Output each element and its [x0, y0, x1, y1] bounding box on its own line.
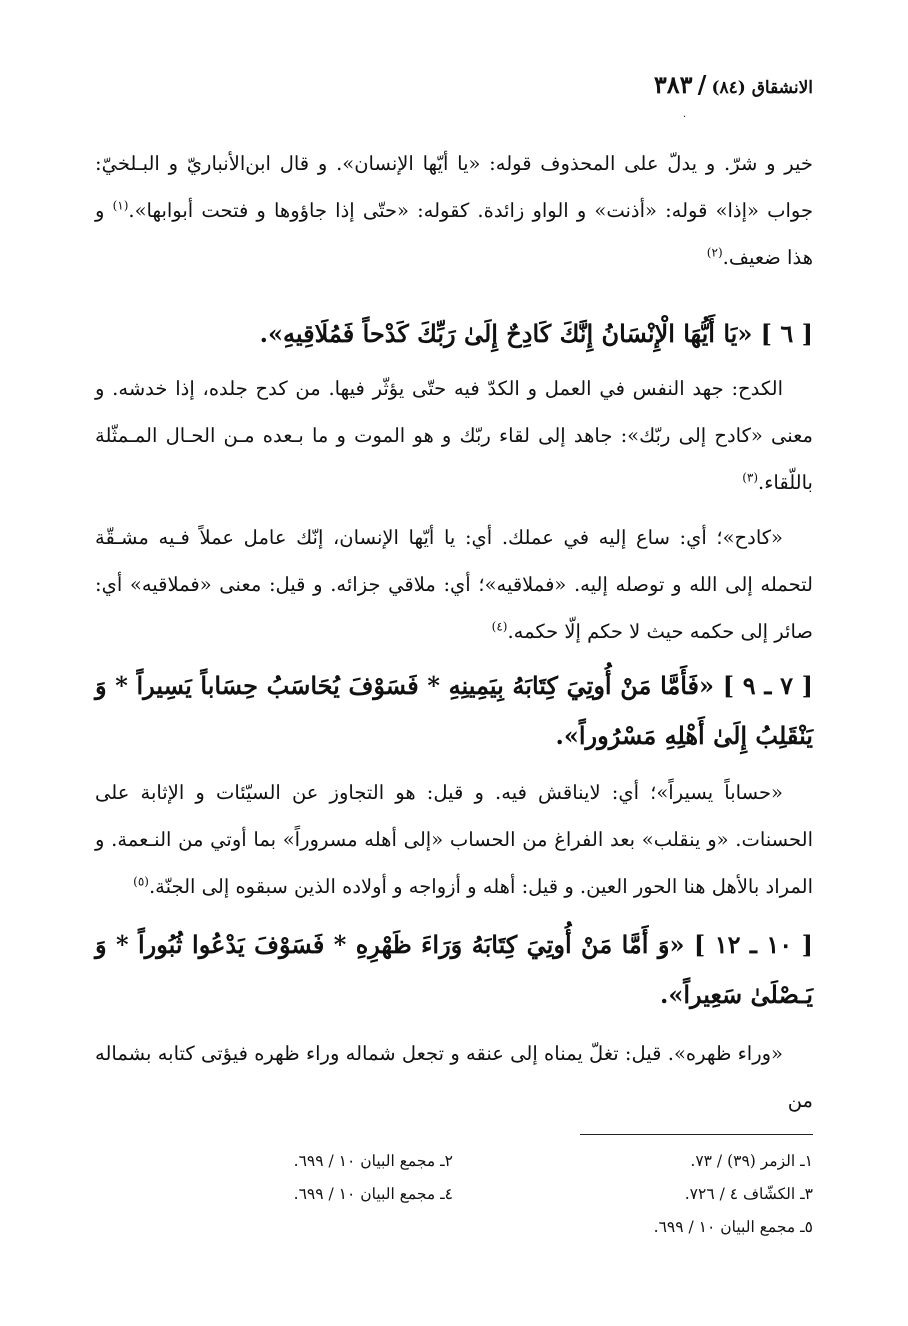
footnote-4: ٤ـ مجمع البيان ١٠ / ٦٩٩. — [293, 1185, 453, 1203]
footnote-row-2 — [95, 1185, 813, 1218]
footnote-1: ١ـ الزمر (٣٩) / ٧٣. — [690, 1152, 813, 1170]
verse-7-9-range: [ ٧ ـ ٩ ] — [722, 671, 813, 700]
footnote-ref-3: (٣) — [742, 470, 759, 485]
verse-7-9 — [95, 661, 813, 761]
paragraph-5 — [95, 1030, 813, 1112]
paragraph-3 — [95, 514, 813, 655]
paragraph-5-text: «وراء ظهره». قيل: تغلّ يمناه إلى عنقه و تجعل شماله وراء ظهره فيؤتى كتابه بشماله من — [95, 1042, 813, 1112]
footnote-ref-4: (٤) — [491, 619, 508, 634]
page-body — [95, 140, 813, 1112]
paragraph-1-text: خير و شرّ. و يدلّ على المحذوف قوله: «يا أيّها الإنسان». و قال ابن‌الأنباريّ و البـلخيّ: جواب «إذا» قوله: «أذنت» و الواو زائدة. كقوله: «حتّى إذا جاؤوها و فتحت أبوابها». — [95, 152, 813, 222]
footnote-5: ٥ـ مجمع البيان ١٠ / ٦٩٩. — [653, 1218, 813, 1236]
footnote-3: ٣ـ الكشّاف ٤ / ٧٢٦. — [684, 1185, 813, 1203]
header-dot: · — [682, 112, 686, 123]
footnote-row-1 — [95, 1152, 813, 1185]
footnote-divider — [580, 1134, 813, 1135]
footnote-ref-1: (١) — [112, 198, 129, 213]
verse-10-12-range: [ ١٠ ـ ١٢ ] — [693, 930, 813, 959]
paragraph-1 — [95, 140, 813, 281]
footnote-2: ٢ـ مجمع البيان ١٠ / ٦٩٩. — [293, 1152, 453, 1170]
paragraph-2-text: الكدح: جهد النفس في العمل و الكدّ فيه حتّى يؤثّر فيها. من كدح جلده، إذا خدشه. و معنى «كادح إلى ربّك»: جاهد إلى لقاء ربّك و هو الموت و ما بـعده مـن الحـال المـمثّلة باللّقاء. — [95, 377, 813, 494]
footnote-row-3 — [95, 1218, 813, 1251]
footnote-ref-5: (٥) — [133, 874, 149, 889]
paragraph-1-tail: و هذا ضعيف. — [95, 199, 813, 269]
paragraph-4-text: «حساباً يسيراً»؛ أي: لايناقش فيه. و قيل: هو التجاوز عن السيّئات و الإثابة على الحسنات. «و ينقلب» بعد الفراغ من الحساب «إلى أهله مسروراً» بما أوتي من النـعمة. و المراد بالأهل هنا الحور العين. و قيل: أهله و أزواجه و أولاده الذين سبقوه إلى الجنّة. — [95, 781, 813, 898]
header-page-number: ٣٨٣ — [653, 70, 693, 99]
paragraph-3-text: «كادح»؛ أي: ساع إليه في عملك. أي: يا أيّها الإنسان، إنّك عامل عملاً فـيه مشـقّة لتحمله إلى الله و توصله إليه. «فملاقيه»؛ أي: ملاقي جزائه. و قيل: معنى «فملاقيه» أي: صائر إلى حكمه حيث لا حكم إلّا حكمه. — [95, 526, 813, 643]
header-surah-title: الانشقاق (٨٤) — [711, 78, 813, 98]
verse-10-12-text: «وَ أَمَّا مَنْ أُوتِيَ كِتَابَهُ وَرَاءَ ظَهْرِهِ * فَسَوْفَ يَدْعُوا ثُبُوراً * وَ يَـصْلَىٰ سَعِيراً». — [95, 930, 813, 1009]
verse-6 — [95, 309, 813, 361]
verse-6-range: [ ٦ ] — [760, 319, 813, 348]
footnotes — [95, 1152, 813, 1251]
header-separator: / — [697, 70, 707, 99]
paragraph-2 — [95, 365, 813, 506]
verse-7-9-text: «فَأَمَّا مَنْ أُوتِيَ كِتَابَهُ بِيَمِينِهِ * فَسَوْفَ يُحَاسَبُ حِسَاباً يَسِيراً * وَ يَنْقَلِبُ إِلَىٰ أَهْلِهِ مَسْرُوراً». — [95, 671, 813, 750]
paragraph-4 — [95, 769, 813, 910]
footnote-ref-2: (٢) — [706, 245, 723, 260]
verse-10-12 — [95, 920, 813, 1020]
running-header — [513, 70, 813, 104]
verse-6-text: «يَا أَيُّهَا الْإِنْسَانُ إِنَّكَ كَادِحٌ إِلَىٰ رَبِّكَ كَدْحاً فَمُلَاقِيهِ». — [259, 319, 761, 348]
